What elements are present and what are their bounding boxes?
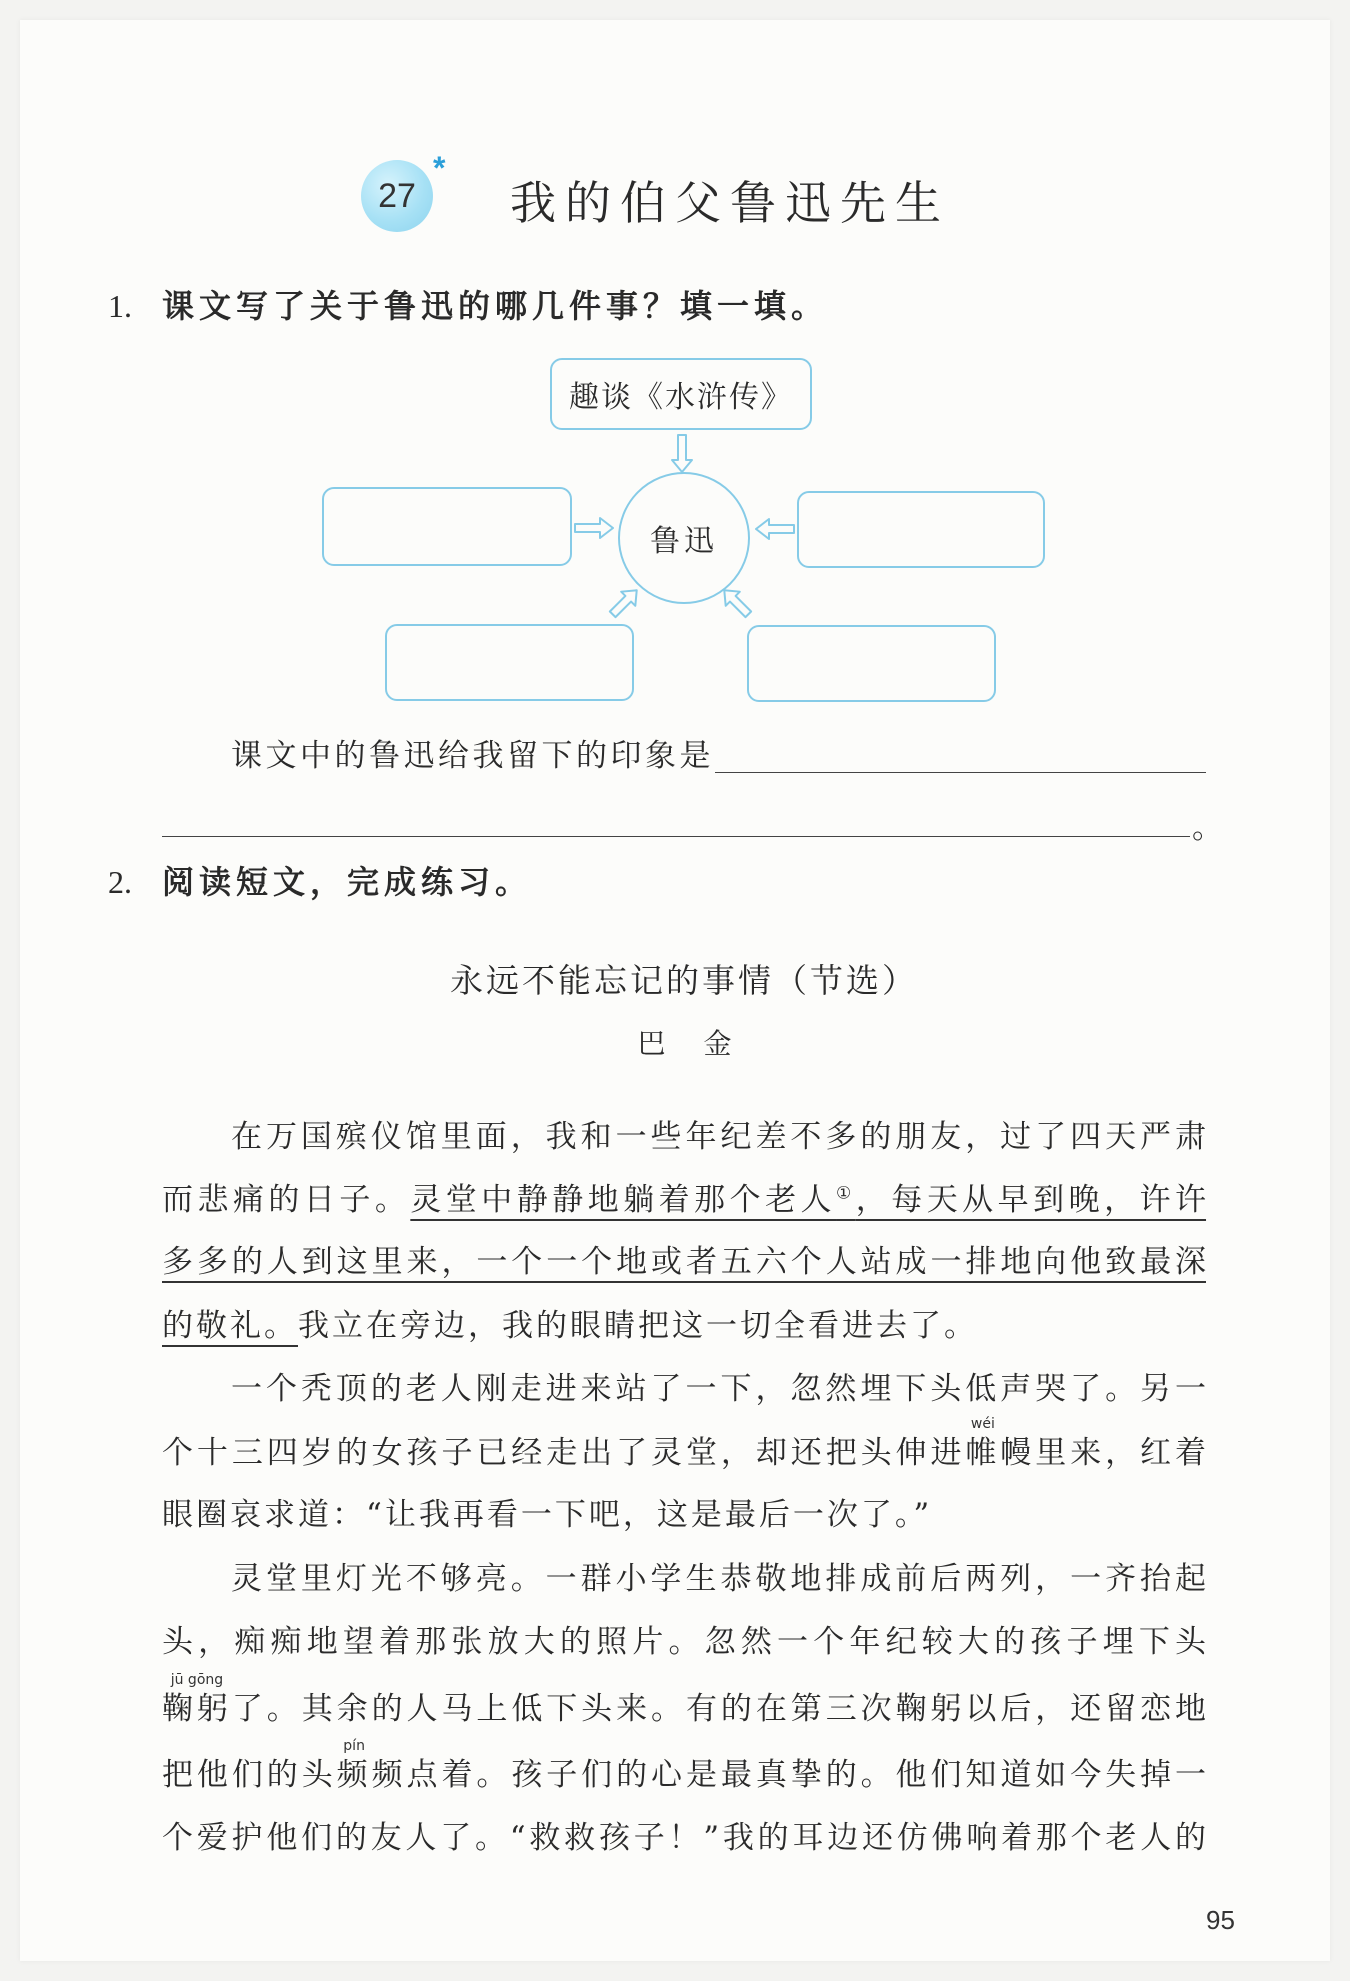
question-1-heading [108, 282, 828, 330]
passage-text: 把他们的头 [162, 1757, 337, 1793]
passage-line [162, 1240, 1206, 1284]
passage-text: 个十三四岁的女孩子已经走出了灵堂，却还把头伸进 [162, 1435, 966, 1471]
passage-text: ，每天从早到晚，许许 [855, 1182, 1207, 1218]
passage-author: 巴 金 [637, 1027, 737, 1060]
annotated-char: 频 [336, 1757, 372, 1793]
arrow-left-icon [755, 517, 795, 541]
passage-line [162, 1672, 1207, 1731]
passage-text: 一个秃顶的老人刚走进来站了一下，忽然埋下头低声哭了。另一 [231, 1371, 1206, 1407]
passage-line [162, 1620, 1206, 1664]
arrow-down-icon [669, 434, 695, 474]
pinyin-annotation: wéi [970, 1416, 995, 1432]
optional-lesson-asterisk: * [433, 150, 446, 186]
diagram-center-label: 鲁迅 [650, 524, 718, 559]
question-2-heading [108, 858, 532, 906]
lesson-number-badge [361, 160, 433, 232]
passage-line [231, 1557, 1206, 1601]
footnote-marker: ① [836, 1183, 856, 1204]
passage-line [162, 1304, 1206, 1348]
passage-text: 而悲痛的日子。 [162, 1182, 411, 1218]
passage-line [162, 1738, 1207, 1797]
diagram-blank-box-bottom-left [385, 624, 634, 701]
question-1-number: 1. [108, 288, 132, 324]
annotated-word: 鞠躬 [162, 1691, 232, 1727]
impression-prompt: 课文中的鲁迅给我留下的印象是 [231, 738, 714, 774]
passage-text: 头，痴痴地望着那张放大的照片。忽然一个年纪较大的孩子埋下头 [162, 1624, 1206, 1660]
pinyin-annotated-word [162, 1672, 232, 1727]
question-1-prompt: 课文写了关于鲁迅的哪几件事？填一填。 [162, 287, 829, 325]
passage-line [231, 1115, 1206, 1159]
lesson-number: 27 [378, 176, 416, 215]
passage-text: 频点着。孩子们的心是最真挚的。他们知道如今失掉一 [371, 1757, 1207, 1793]
pinyin-annotated-char [336, 1738, 372, 1793]
diagram-top-box-label: 趣谈《水浒传》 [569, 380, 793, 415]
passage-text: 幔里来，红着 [1000, 1435, 1207, 1471]
passage-line [162, 1416, 1207, 1475]
pinyin-annotated-char [965, 1416, 1001, 1471]
answer-blank-line-2 [162, 836, 1190, 837]
annotated-char: 帷 [965, 1435, 1001, 1471]
pinyin-annotation: jū gōng [170, 1672, 224, 1688]
passage-text: 眼圈哀求道：“让我再看一下吧，这是最后一次了。” [162, 1497, 933, 1533]
answer-end-period: 。 [1192, 810, 1223, 846]
passage-title: 永远不能忘记的事情（节选） [450, 961, 918, 1000]
passage-line [231, 1367, 1206, 1411]
pinyin-annotation: pín [343, 1738, 365, 1754]
diagram-blank-box-bottom-right [747, 625, 996, 702]
passage-line [162, 1493, 1206, 1537]
underlined-sentence: 的敬礼。 [162, 1308, 298, 1344]
passage-text: 灵堂中静静地躺着那个老人 [410, 1182, 837, 1218]
passage-text: 灵堂里灯光不够亮。一群小学生恭敬地排成前后两列，一齐抬起 [231, 1561, 1206, 1597]
diagram-blank-box-right [797, 491, 1045, 568]
passage-line [162, 1816, 1206, 1860]
passage-text: 个爱护他们的友人了。“救救孩子！”我的耳边还仿佛响着那个老人的 [162, 1820, 1206, 1856]
underlined-sentence [410, 1182, 1206, 1218]
lesson-title: 我的伯父鲁迅先生 [510, 176, 950, 230]
passage-line [162, 1178, 1206, 1222]
page-number: 95 [1206, 1905, 1235, 1935]
question-2-prompt: 阅读短文，完成练习。 [162, 863, 533, 901]
question-2-number: 2. [108, 864, 132, 900]
diagram-top-box [550, 358, 812, 430]
answer-blank-line-1 [715, 772, 1206, 773]
passage-text: 在万国殡仪馆里面，我和一些年纪差不多的朋友，过了四天严肃 [231, 1119, 1206, 1155]
diagram-blank-box-left [322, 487, 572, 566]
passage-text: 了。其余的人马上低下头来。有的在第三次鞠躬以后，还留恋地 [231, 1691, 1207, 1727]
arrow-right-icon [574, 516, 614, 540]
passage-text: 我立在旁边，我的眼睛把这一切全看进去了。 [298, 1308, 978, 1344]
arrow-up-right-icon [602, 581, 646, 625]
arrow-up-left-icon [715, 581, 759, 625]
underlined-sentence: 多多的人到这里来，一个一个地或者五六个人站成一排地向他致最深 [162, 1244, 1206, 1280]
